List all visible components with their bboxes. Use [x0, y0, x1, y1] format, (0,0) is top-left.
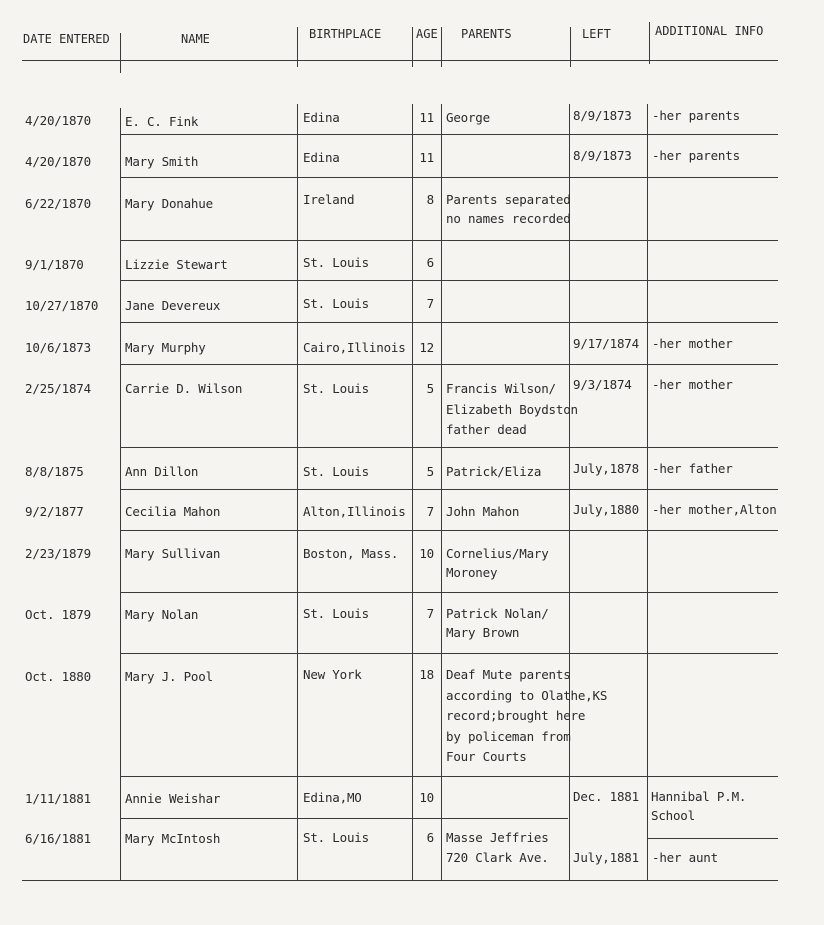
table-bottom-rule [22, 880, 778, 881]
cell-additional-info: -her parents [652, 148, 740, 163]
cell-date: 9/2/1877 [25, 504, 84, 519]
cell-date: 4/20/1870 [25, 154, 91, 169]
cell-name: Carrie D. Wilson [125, 381, 243, 396]
cell-age: 5 [426, 381, 434, 396]
header-name: NAME [181, 32, 210, 46]
header-divider [297, 27, 298, 67]
header-divider [412, 27, 413, 67]
cell-date: 6/22/1870 [25, 196, 91, 211]
cell-name: Mary McIntosh [125, 831, 221, 846]
header-divider [441, 27, 442, 67]
cell-date: 10/27/1870 [25, 298, 99, 313]
cell-birthplace: St. Louis [303, 830, 369, 845]
row-separator [120, 177, 778, 178]
cell-name: Mary Murphy [125, 340, 206, 355]
column-divider [297, 104, 298, 880]
cell-date: 2/23/1879 [25, 546, 91, 561]
header-age: AGE [416, 27, 438, 41]
cell-birthplace: Ireland [303, 192, 355, 207]
row-separator [120, 489, 778, 490]
cell-name: Annie Weishar [125, 791, 221, 806]
row-separator [120, 530, 778, 531]
row-separator [120, 240, 778, 241]
cell-birthplace: Edina [303, 150, 340, 165]
cell-age: 18 [419, 667, 434, 682]
cell-left: July,1881 [573, 850, 639, 865]
cell-date: 4/20/1870 [25, 113, 91, 128]
column-divider [120, 108, 121, 880]
header-divider [570, 27, 571, 67]
cell-name: Cecilia Mahon [125, 504, 221, 519]
cell-birthplace: St. Louis [303, 296, 369, 311]
cell-age: 6 [426, 830, 434, 845]
cell-age: 10 [419, 546, 434, 561]
cell-birthplace: New York [303, 667, 362, 682]
row-separator [647, 838, 778, 839]
cell-parents: George [446, 110, 490, 125]
cell-birthplace: Alton,Illinois [303, 504, 406, 519]
cell-age: 7 [426, 504, 434, 519]
cell-date: Oct. 1880 [25, 669, 91, 684]
cell-birthplace: Cairo,Illinois [303, 340, 406, 355]
row-separator [120, 653, 778, 654]
cell-name: Mary J. Pool [125, 669, 213, 684]
cell-parents: Patrick/Eliza [446, 464, 542, 479]
cell-age: 11 [419, 150, 434, 165]
column-divider [441, 104, 442, 880]
header-rule [22, 60, 778, 61]
cell-left: 8/9/1873 [573, 108, 632, 123]
cell-birthplace: St. Louis [303, 464, 369, 479]
cell-name: Mary Nolan [125, 607, 199, 622]
cell-left: Dec. 1881 [573, 789, 639, 804]
cell-additional-info: -her father [652, 461, 733, 476]
cell-additional-info: Hannibal P.M. School [651, 789, 747, 823]
cell-parents: Cornelius/Mary Moroney [446, 546, 549, 580]
header-birthplace: BIRTHPLACE [309, 27, 382, 41]
cell-additional-info: -her mother,Alton [652, 502, 777, 517]
cell-left: July,1878 [573, 461, 639, 476]
cell-name: Lizzie Stewart [125, 257, 228, 272]
cell-parents: Masse Jeffries 720 Clark Ave. [446, 830, 549, 865]
cell-left: July,1880 [573, 502, 639, 517]
cell-age: 10 [419, 790, 434, 805]
cell-left: 9/3/1874 [573, 377, 632, 392]
cell-parents: Parents separated no names recorded [446, 192, 571, 226]
cell-age: 5 [426, 464, 434, 479]
cell-age: 7 [426, 606, 434, 621]
cell-parents: John Mahon [446, 504, 520, 519]
cell-additional-info: -her aunt [652, 850, 718, 865]
cell-date: 2/25/1874 [25, 381, 91, 396]
cell-name: E. C. Fink [125, 114, 199, 129]
cell-date: 10/6/1873 [25, 340, 91, 355]
cell-birthplace: St. Louis [303, 606, 369, 621]
header-divider [649, 22, 650, 64]
cell-left: 8/9/1873 [573, 148, 632, 163]
cell-left: 9/17/1874 [573, 336, 639, 351]
cell-additional-info: -her mother [652, 377, 733, 392]
cell-age: 6 [426, 255, 434, 270]
column-divider [412, 104, 413, 880]
cell-parents: Patrick Nolan/ Mary Brown [446, 606, 549, 640]
cell-date: 6/16/1881 [25, 831, 91, 846]
cell-age: 11 [419, 110, 434, 125]
cell-date: 1/11/1881 [25, 791, 91, 806]
row-separator [120, 818, 568, 819]
header-divider [120, 33, 121, 73]
header-parents: PARENTS [461, 27, 512, 41]
header-date-entered: DATE ENTERED [23, 32, 110, 46]
cell-age: 8 [426, 192, 434, 207]
cell-date: 9/1/1870 [25, 257, 84, 272]
cell-birthplace: Edina [303, 110, 340, 125]
cell-name: Ann Dillon [125, 464, 199, 479]
cell-parents: Deaf Mute parents according to Olathe,KS record;brought here by policeman from Four Courts [446, 667, 608, 764]
cell-birthplace: St. Louis [303, 381, 369, 396]
column-divider [647, 104, 648, 880]
cell-name: Mary Smith [125, 154, 199, 169]
row-separator [120, 776, 778, 777]
row-separator [120, 322, 778, 323]
cell-additional-info: -her parents [652, 108, 740, 123]
header-additional-info: ADDITIONAL INFO [655, 24, 764, 38]
row-separator [120, 447, 778, 448]
row-separator [120, 592, 778, 593]
row-separator [120, 364, 778, 365]
cell-date: Oct. 1879 [25, 607, 91, 622]
cell-parents: Francis Wilson/ Elizabeth Boydston father dead [446, 381, 578, 437]
cell-name: Jane Devereux [125, 298, 221, 313]
header-left: LEFT [582, 27, 611, 41]
cell-age: 7 [426, 296, 434, 311]
cell-date: 8/8/1875 [25, 464, 84, 479]
row-separator [120, 280, 778, 281]
cell-birthplace: St. Louis [303, 255, 369, 270]
cell-age: 12 [419, 340, 434, 355]
cell-name: Mary Sullivan [125, 546, 221, 561]
cell-birthplace: Boston, Mass. [303, 546, 399, 561]
cell-birthplace: Edina,MO [303, 790, 362, 805]
cell-name: Mary Donahue [125, 196, 213, 211]
row-separator [120, 134, 778, 135]
cell-additional-info: -her mother [652, 336, 733, 351]
